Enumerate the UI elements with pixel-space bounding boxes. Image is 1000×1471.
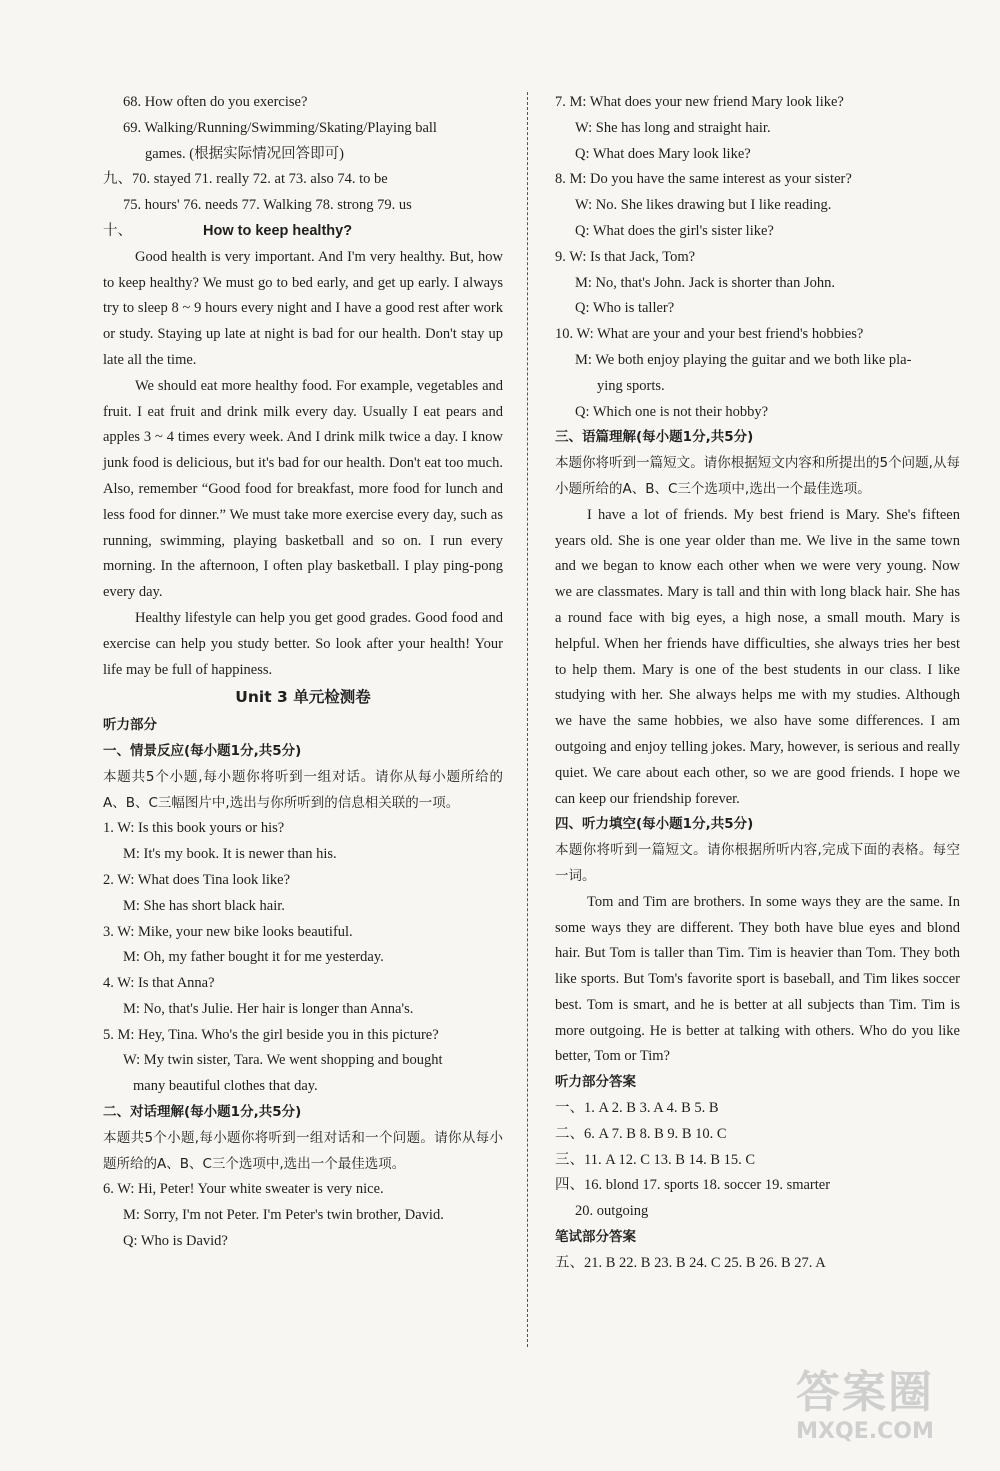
passage-paragraph: I have a lot of friends. My best friend is Mary. She's fifteen years old. She is one year older than me. We live in the same town and we began to know each other when we were very young. Now we are classmates. Mary is tall and thin with long black hair. She has a round face with big eyes, a high nose, a small mouth. Mary is helpful. When her friends have difficulties, she always tries her best to help them. Mary is one of the best students in our class. I like studying with her. She always helps me with my studies. Although we have the same hobbies, we also have some differences. I am outgoing and enjoy telling jokes. Mary, however, is serious and really quiet. We care about each other, so we are good friends. I hope we can keep our friendship forever. — [555, 506, 960, 807]
dialog-line: M: Sorry, I'm not Peter. I'm Peter's twin brother, David. — [123, 1207, 444, 1224]
dialog-line: W: My twin sister, Tara. We went shopping and bought — [123, 1052, 443, 1069]
watermark-url: MXQE.COM — [796, 1419, 934, 1444]
section-instructions: 本题你将听到一篇短文。请你根据短文内容和所提出的5个问题,从每小题所给的A、B、C三个选项中,选出一个最佳选项。 — [555, 455, 960, 497]
dialog-line: M: She has short black hair. — [123, 897, 285, 914]
answer-line: 四、16. blond 17. sports 18. soccer 19. smarter — [555, 1177, 831, 1194]
essay-paragraph: Good health is very important. And I'm very healthy. But, how to keep healthy? We must go to bed early, and get up early. I always try to sleep 8 ~ 9 hours every night and I have a good rest after work or study. Staying up late at night is bad for our health. Don't stay up late all the time. — [103, 248, 503, 368]
answer-line: 一、1. A 2. B 3. A 4. B 5. B — [555, 1100, 719, 1117]
dialog-line: 7. M: What does your new friend Mary look like? — [555, 94, 844, 110]
dialog-line: Q: Who is taller? — [575, 300, 675, 317]
section-heading: 三、语篇理解(每小题1分,共5分) — [555, 429, 754, 446]
answer-line: 20. outgoing — [575, 1203, 649, 1220]
answer-line: games. (根据实际情况回答即可) — [145, 145, 344, 162]
dialog-line: M: No, that's John. Jack is shorter than John. — [575, 274, 835, 291]
dialog-line: 10. W: What are your and your best friend's hobbies? — [555, 326, 864, 343]
essay-paragraph: Healthy lifestyle can help you get good grades. Good food and exercise can help you study better. So look after your health! Your life may be full of happiness. — [103, 609, 503, 678]
dialog-line: Q: Who is David? — [123, 1233, 228, 1250]
dialog-line: M: No, that's Julie. Her hair is longer than Anna's. — [123, 1000, 414, 1017]
dialog-line: 3. W: Mike, your new bike looks beautiful. — [103, 923, 353, 940]
dialog-list — [103, 816, 503, 1100]
column-divider — [527, 92, 528, 1347]
dialog-line: 9. W: Is that Jack, Tom? — [555, 248, 696, 265]
dialog-line: 6. W: Hi, Peter! Your white sweater is very nice. — [103, 1181, 384, 1198]
dialog-line: 4. W: Is that Anna? — [103, 975, 215, 992]
dialog-line: Q: What does the girl's sister like? — [575, 222, 774, 239]
section-instructions: 本题共5个小题,每小题你将听到一组对话。请你从每小题所给的A、B、C三幅图片中,选出与你所听到的信息相关联的一项。 — [103, 768, 503, 811]
dialog-line: Q: Which one is not their hobby? — [575, 403, 769, 420]
dialog-line: ying sports. — [597, 377, 665, 394]
dialog-line: 1. W: Is this book yours or his? — [103, 820, 285, 837]
section-number: 十、 — [103, 222, 132, 239]
answers-heading: 笔试部分答案 — [555, 1229, 636, 1246]
dialog-line: W: No. She likes drawing but I like reading. — [575, 197, 832, 214]
passage-paragraph: Tom and Tim are brothers. In some ways they are the same. In some ways they are different. They both have blue eyes and blond hair. But Tom is taller than Tim. Tim is heavier than Tom. They both like sports. But Tom's favorite sport is baseball, and Tim likes soccer best. Tom is smart, and he is better at all subjects than Tim. Tim is more outgoing. He is better at talking with others. Who do you like better, Tom or Tim? — [555, 893, 960, 1065]
dialog-line: Q: What does Mary look like? — [575, 145, 751, 162]
answer-line: 69. Walking/Running/Swimming/Skating/Playing ball — [123, 119, 437, 136]
answer-line: 三、11. A 12. C 13. B 14. B 15. C — [555, 1151, 756, 1168]
dialog-line: 5. M: Hey, Tina. Who's the girl beside you in this picture? — [103, 1026, 439, 1043]
answer-line: 五、21. B 22. B 23. B 24. C 25. B 26. B 27. A — [555, 1254, 826, 1271]
section-heading: 四、听力填空(每小题1分,共5分) — [555, 816, 754, 833]
section-instructions: 本题共5个小题,每小题你将听到一组对话和一个问题。请你从每小题所给的A、B、C三个选项中,选出一个最佳选项。 — [103, 1129, 503, 1172]
section-instructions: 本题你将听到一篇短文。请你根据所听内容,完成下面的表格。每空一词。 — [555, 842, 960, 884]
answer-line: 75. hours' 76. needs 77. Walking 78. strong 79. us — [123, 197, 412, 214]
top-answers — [103, 90, 503, 219]
section-heading: 二、对话理解(每小题1分,共5分) — [103, 1104, 302, 1121]
dialog-line: W: She has long and straight hair. — [575, 119, 771, 136]
left-column — [103, 90, 503, 1255]
essay-paragraph: We should eat more healthy food. For example, vegetables and fruit. I eat fruit and drink milk every day. Usually I eat pears and apples 3 ~ 4 times every week. And I drink milk twice a day. I know junk food is delicious, but it's bad for our health. Don't eat too much. Also, remember “Good food for breakfast, more food for lunch and less food for dinner.” We must take more exercise every day, such as running, swimming, playing basketball and so on. I run every morning. In the afternoon, I often play basketball. I play ping-pong every day. — [103, 377, 503, 601]
unit-title: Unit 3 单元检测卷 — [235, 688, 371, 707]
watermark-text: 答案圈 — [796, 1367, 934, 1418]
answer-line: 68. How often do you exercise? — [123, 94, 308, 110]
part-heading: 听力部分 — [103, 717, 157, 734]
dialog-line: many beautiful clothes that day. — [133, 1078, 318, 1095]
dialog-line: M: It's my book. It is newer than his. — [123, 846, 337, 863]
essay-title: How to keep healthy? — [203, 222, 353, 239]
dialog-line: M: We both enjoy playing the guitar and we both like pla- — [575, 351, 912, 368]
watermark-logo — [750, 1367, 980, 1457]
dialog-line: 8. M: Do you have the same interest as your sister? — [555, 171, 852, 188]
essay-title-row — [103, 219, 503, 245]
answer-line: 二、6. A 7. B 8. B 9. B 10. C — [555, 1125, 727, 1142]
answer-list — [555, 1096, 960, 1225]
section-heading: 一、情景反应(每小题1分,共5分) — [103, 742, 302, 759]
dialog-line: 2. W: What does Tina look like? — [103, 871, 291, 888]
dialog-line: M: Oh, my father bought it for me yesterday. — [123, 949, 384, 966]
dialog-list — [555, 90, 960, 425]
answer-line: 九、70. stayed 71. really 72. at 73. also 74. to be — [103, 171, 388, 188]
dialog-list — [103, 1177, 503, 1254]
answers-heading: 听力部分答案 — [555, 1074, 636, 1091]
right-column — [555, 90, 960, 1277]
